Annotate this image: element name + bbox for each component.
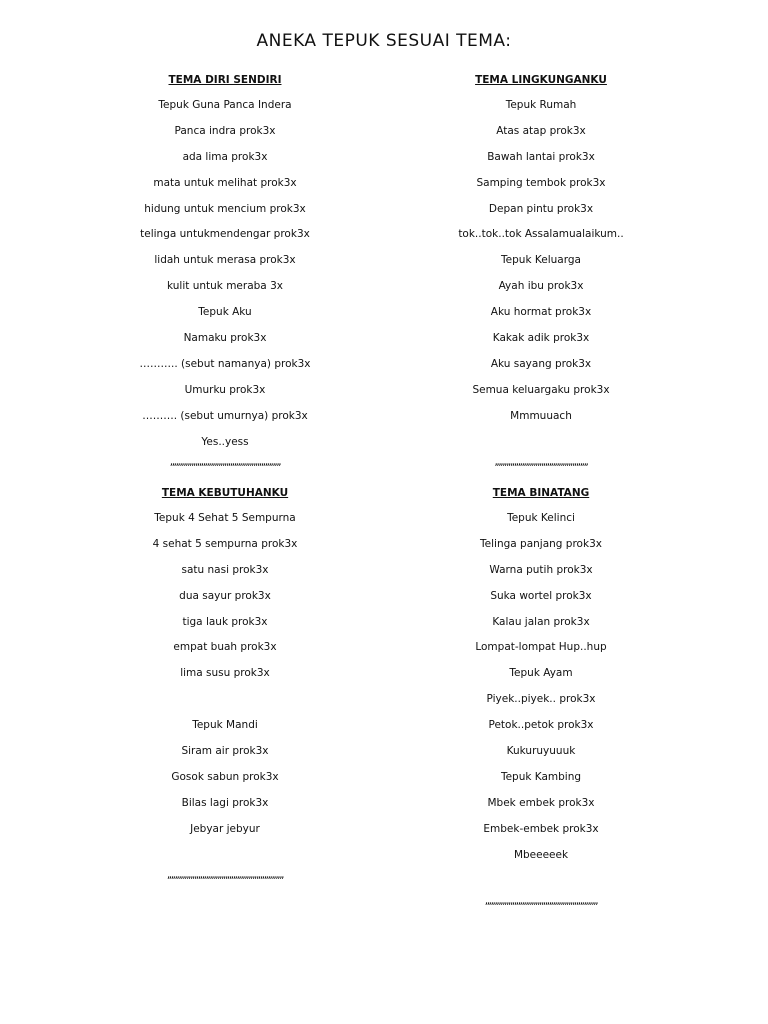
text-line: empat buah prok3x xyxy=(173,641,277,654)
text-line: Tepuk Kelinci xyxy=(507,512,575,524)
separator: ,,,,,,,,,,,,,,,,,,,,,,,,,,,,,,,,,,,,,,,,,,,,,,,,,,,,,,,,,, xyxy=(484,895,598,908)
text-line: Siram air prok3x xyxy=(181,745,269,758)
text-line: Mbek embek prok3x xyxy=(487,796,595,809)
text-line: Aku hormat prok3x xyxy=(490,306,592,319)
spacer xyxy=(65,843,385,869)
section-binatang xyxy=(381,480,701,914)
section-heading: TEMA LINGKUNGANKU xyxy=(475,74,607,86)
text-line: Bilas lagi prok3x xyxy=(181,796,269,809)
text-line: Depan pintu prok3x xyxy=(488,202,594,215)
text-line: mata untuk melihat prok3x xyxy=(153,176,297,189)
text-line: Suka wortel prok3x xyxy=(490,589,592,602)
text-line: Kukuruyuuuk xyxy=(506,745,576,758)
text-line: ………. (sebut umurnya) prok3x xyxy=(142,409,308,422)
text-line: ……….. (sebut namanya) prok3x xyxy=(139,357,311,370)
text-line: hidung untuk mencium prok3x xyxy=(144,202,306,215)
text-line: lima susu prok3x xyxy=(180,667,270,680)
spacer xyxy=(381,868,701,894)
text-line: Bawah lantai prok3x xyxy=(487,150,595,163)
text-line: satu nasi prok3x xyxy=(181,563,269,576)
text-line: Tepuk Keluarga xyxy=(501,254,581,267)
text-line: Embek-embek prok3x xyxy=(483,822,599,835)
section-heading: TEMA KEBUTUHANKU xyxy=(161,487,289,499)
spacer xyxy=(381,430,701,456)
text-line: Gosok sabun prok3x xyxy=(171,770,279,783)
text-line: Samping tembok prok3x xyxy=(476,176,606,189)
text-line: telinga untukmendengar prok3x xyxy=(140,228,310,241)
section-lingkunganku xyxy=(381,67,701,475)
text-line: Tepuk Aku xyxy=(198,306,252,319)
spacer xyxy=(65,687,385,713)
text-line: Telinga panjang prok3x xyxy=(480,537,602,550)
text-line: lidah untuk merasa prok3x xyxy=(154,254,296,267)
text-line: tiga lauk prok3x xyxy=(182,615,268,628)
section-kebutuhanku xyxy=(65,480,385,888)
text-line: Piyek..piyek.. prok3x xyxy=(486,693,596,706)
text-line: Yes..yess xyxy=(201,435,249,448)
text-line: Warna putih prok3x xyxy=(489,563,593,576)
text-line: Lompat-lompat Hup..hup xyxy=(475,641,607,654)
text-line: Petok..petok prok3x xyxy=(488,719,594,732)
section-heading: TEMA DIRI SENDIRI xyxy=(168,74,282,86)
text-line: Kalau jalan prok3x xyxy=(492,615,590,628)
text-line: Mmmuuach xyxy=(510,409,572,422)
text-line: 4 sehat 5 sempurna prok3x xyxy=(152,537,298,550)
text-line: Semua keluargaku prok3x xyxy=(472,383,610,396)
text-line: Namaku prok3x xyxy=(183,332,267,345)
section-heading: TEMA BINATANG xyxy=(492,487,590,499)
text-line: Tepuk Mandi xyxy=(192,719,258,732)
text-line: Kakak adik prok3x xyxy=(492,332,590,345)
text-line: Umurku prok3x xyxy=(184,383,266,396)
text-line: kulit untuk meraba 3x xyxy=(167,280,283,293)
text-line: Mbeeeeek xyxy=(513,848,569,861)
text-line: Tepuk Guna Panca Indera xyxy=(158,99,292,111)
text-line: Panca indra prok3x xyxy=(174,124,276,137)
text-line: Tepuk Kambing xyxy=(500,770,582,783)
section-diri-sendiri xyxy=(65,67,385,475)
text-line: Tepuk Rumah xyxy=(505,99,577,111)
text-line: Jebyar jebyur xyxy=(190,822,260,835)
text-line: Aku sayang prok3x xyxy=(490,357,592,370)
text-line: Tepuk 4 Sehat 5 Sempurna xyxy=(154,512,296,524)
text-line: Atas atap prok3x xyxy=(496,124,586,137)
text-line: dua sayur prok3x xyxy=(179,589,271,602)
page-title: ANEKA TEPUK SESUAI TEMA: xyxy=(256,31,512,51)
separator: ,,,,,,,,,,,,,,,,,,,,,,,,,,,,,,,,,,,,,,,,,,,,,,,,,,,,,,,,, xyxy=(169,456,281,469)
text-line: Ayah ibu prok3x xyxy=(498,280,584,293)
separator: ,,,,,,,,,,,,,,,,,,,,,,,,,,,,,,,,,,,,,,,,,,,,,,,,,,,,,,,,,,,, xyxy=(166,869,284,882)
text-line: tok..tok..tok Assalamualaikum.. xyxy=(458,228,624,241)
text-line: ada lima prok3x xyxy=(182,150,268,163)
text-line: Tepuk Ayam xyxy=(509,667,573,680)
separator: ,,,,,,,,,,,,,,,,,,,,,,,,,,,,,,,,,,,,,,,,,,,,,,,, xyxy=(494,456,588,469)
